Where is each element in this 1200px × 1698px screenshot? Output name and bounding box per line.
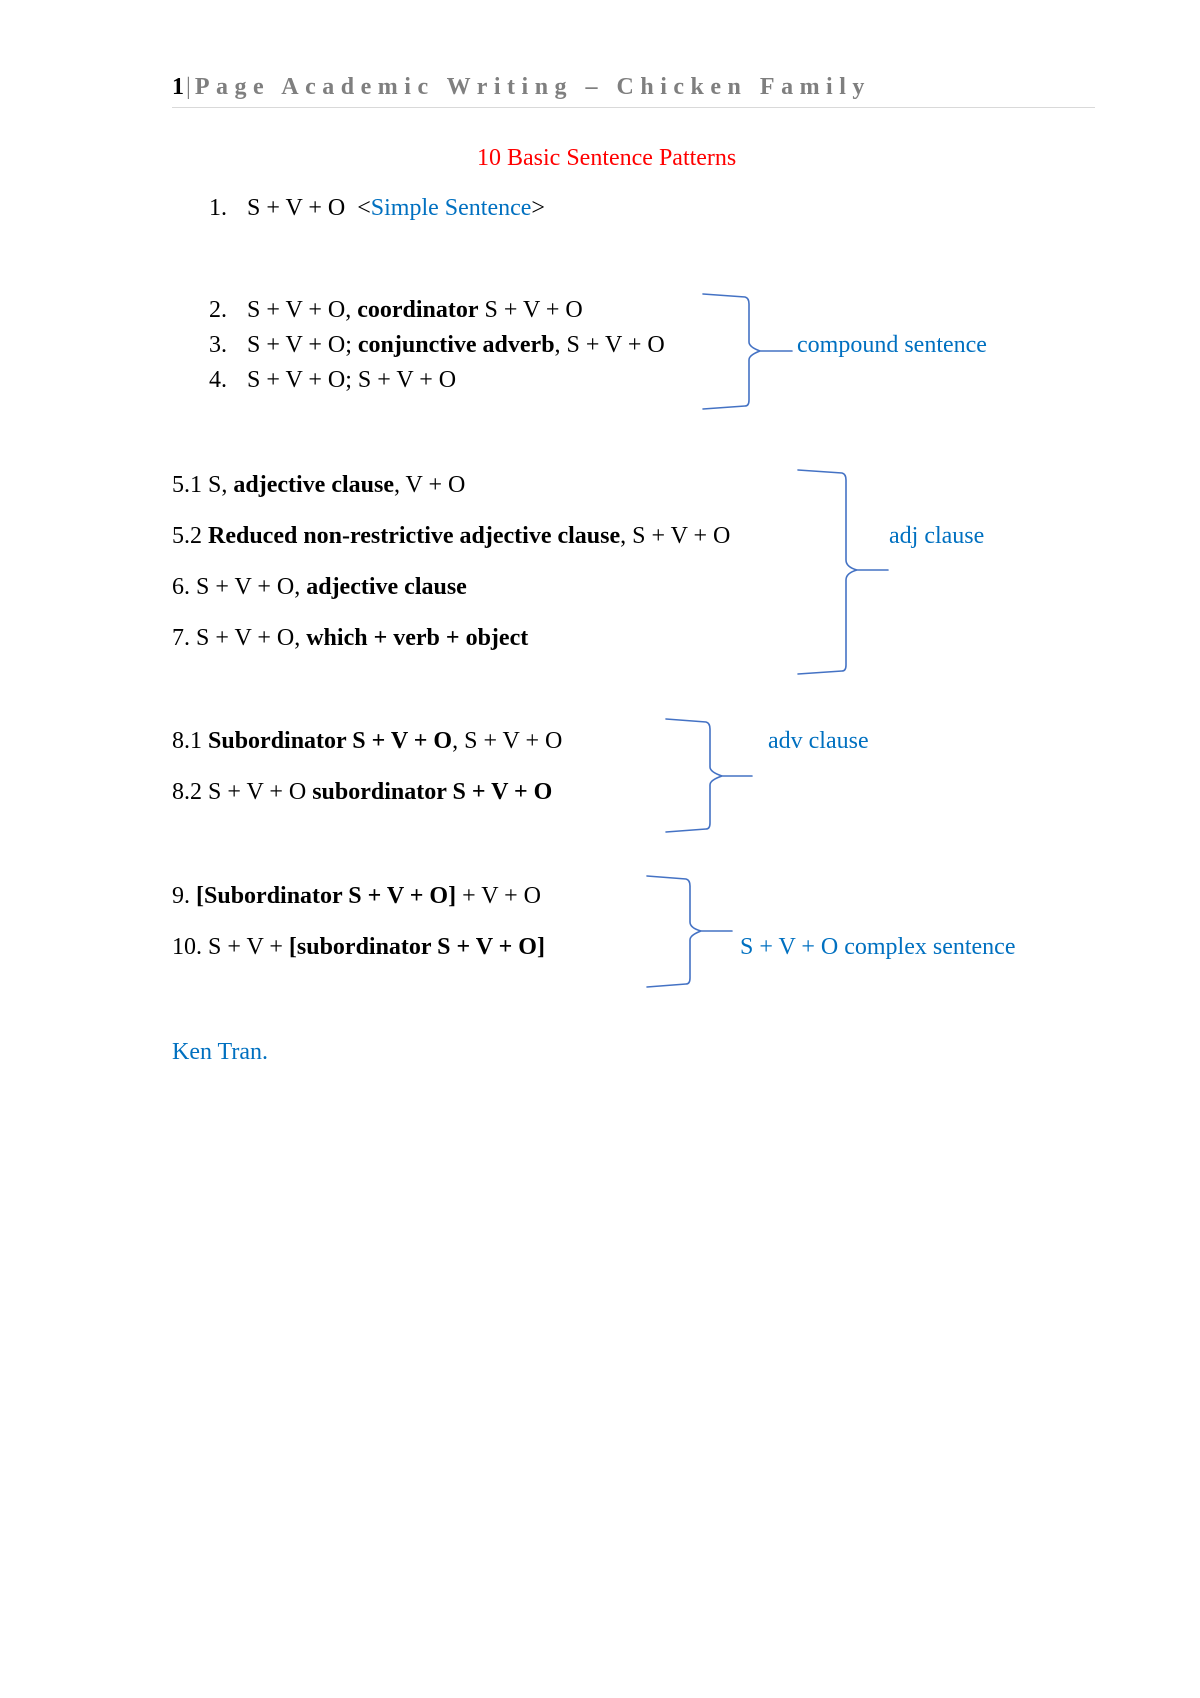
author-signature: Ken Tran. xyxy=(172,1039,269,1065)
pattern-bold-part: conjunctive adverb xyxy=(357,332,555,358)
pattern-bold-part: [subordinator S + V + O] xyxy=(288,934,545,960)
adj-clause-label: adj clause xyxy=(889,523,985,549)
pattern-part: 6. S + V + O, xyxy=(172,574,307,600)
pattern-bold-part: Reduced non-restrictive adjective clause xyxy=(208,523,621,549)
compound-brace-icon xyxy=(703,294,792,409)
pattern-part: , S + V + O xyxy=(452,728,563,754)
adj-brace-icon xyxy=(798,470,888,674)
complex-sentence-label: S + V + O complex sentence xyxy=(740,934,1016,960)
pattern-part: 10. S + V + xyxy=(172,934,289,960)
angle-open: < xyxy=(357,195,371,221)
angle-close: > xyxy=(531,195,545,221)
pattern-formula: S + V + O xyxy=(247,195,346,221)
pattern-number: 1. xyxy=(209,195,227,221)
pattern-part: 7. S + V + O, xyxy=(172,625,307,651)
pattern-part: , V + O xyxy=(393,472,466,498)
pattern-number: 4. xyxy=(209,367,227,393)
pattern-part: 9. xyxy=(172,883,196,909)
pattern-part: S + V + O, xyxy=(247,297,358,323)
pattern-part: S + V + O xyxy=(478,297,583,323)
pattern-bold-part: coordinator xyxy=(357,297,479,323)
pattern-part: + V + O xyxy=(456,883,541,909)
simple-sentence-label: Simple Sentence xyxy=(370,195,532,221)
adv-clause-label: adv clause xyxy=(768,728,869,754)
pattern-number: 2. xyxy=(209,297,227,323)
compound-sentence-label: compound sentence xyxy=(797,332,987,358)
pattern-bold-part: Subordinator S + V + O xyxy=(208,728,453,754)
pattern-part: S + V + O; S + V + O xyxy=(247,367,457,393)
pattern-part: 8.1 xyxy=(172,728,208,754)
pattern-bold-part: subordinator S + V + O xyxy=(312,779,553,805)
pattern-part: 5.1 S, xyxy=(172,472,234,498)
header-separator: | xyxy=(186,74,191,100)
complex-brace-icon xyxy=(647,876,732,987)
document-title: 10 Basic Sentence Patterns xyxy=(477,145,737,171)
pattern-part: , S + V + O xyxy=(554,332,665,358)
pattern-bold-part: adjective clause xyxy=(306,574,467,600)
pattern-bold-part: which + verb + object xyxy=(306,625,529,651)
pattern-bold-part: adjective clause xyxy=(233,472,394,498)
pattern-part: 5.2 xyxy=(172,523,208,549)
pattern-part: S + V + O; xyxy=(247,332,358,358)
pattern-bold-part: [Subordinator S + V + O] xyxy=(196,883,457,909)
header-text: Page Academic Writing – Chicken Family xyxy=(194,74,871,100)
page-number: 1 xyxy=(172,74,184,100)
pattern-number: 3. xyxy=(209,332,227,358)
adv-brace-icon xyxy=(666,719,752,832)
pattern-part: 8.2 S + V + O xyxy=(172,779,313,805)
pattern-part: , S + V + O xyxy=(620,523,731,549)
